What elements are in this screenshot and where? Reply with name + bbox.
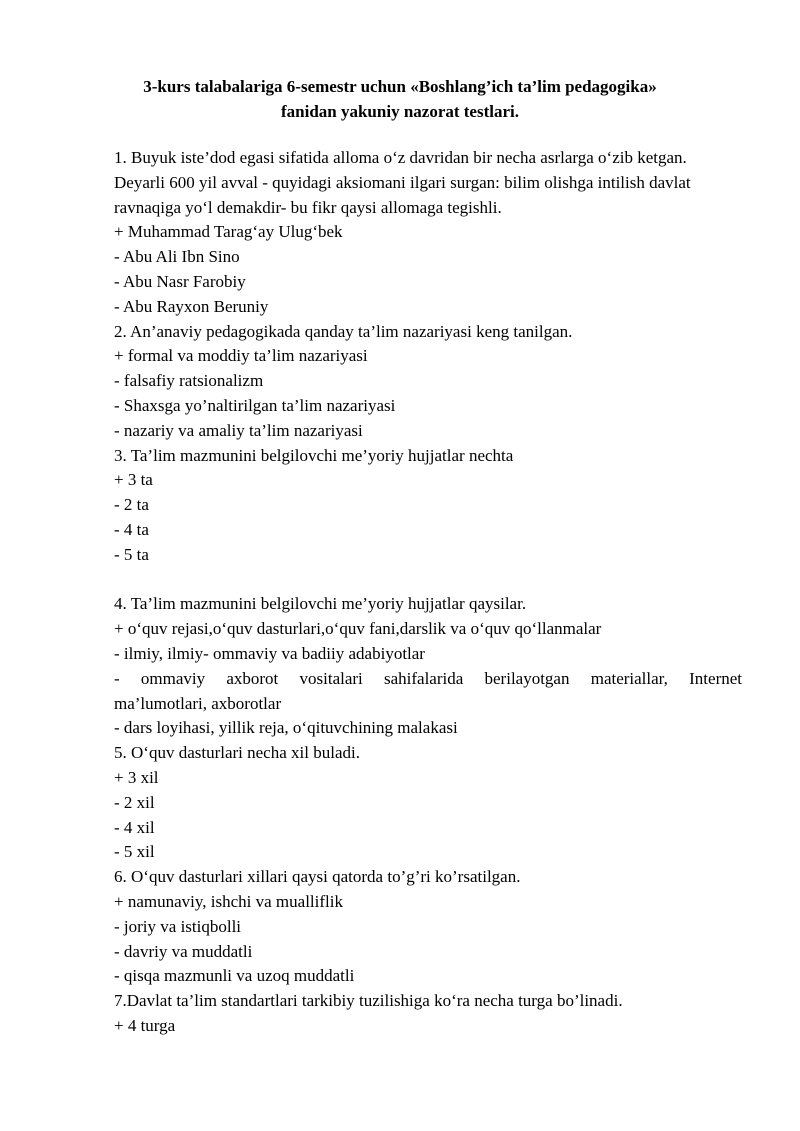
answer-line: - ommaviy axborot vositalari sahifalarida berilayotgan materiallar, Internet (114, 668, 742, 688)
answer-line-continued: ma’lumotlari, axborotlar (114, 693, 282, 713)
document-title (0, 74, 800, 124)
question-6-text: 6. O‘quv dasturlari xillari qaysi qatorda to’g’ri ko’rsatilgan. (114, 867, 521, 887)
answer-line: - Shaxsga yo’naltirilgan ta’lim nazariyasi (114, 395, 396, 415)
question-4-text: 4. Ta’lim mazmunini belgilovchi me’yoriy hujjatlar qaysilar. (114, 594, 527, 614)
answer-line-correct: + Muhammad Tarag‘ay Ulug‘bek (114, 222, 343, 242)
question-1-text-line-3: ravnaqiga yo‘l demakdir- bu fikr qaysi allomaga tegishli. (114, 197, 502, 217)
answer-line: - 2 ta (114, 495, 149, 515)
answer-line-correct: + 3 ta (114, 470, 153, 490)
answer-line-correct: + namunaviy, ishchi va mualliflik (114, 891, 343, 911)
answer-line-correct: + 4 turga (114, 1015, 176, 1035)
answer-line: - Abu Ali Ibn Sino (114, 247, 240, 267)
answer-line: - 2 xil (114, 792, 155, 812)
answer-line-correct: + formal va moddiy ta’lim nazariyasi (114, 346, 368, 366)
answer-line: - nazariy va amaliy ta’lim nazariyasi (114, 420, 363, 440)
question-1-text-line-2: Deyarli 600 yil avval - quyidagi aksiomani ilgari surgan: bilim olishga intilish davlat (114, 172, 691, 192)
answer-line-correct: + 3 xil (114, 767, 159, 787)
question-3-text: 3. Ta’lim mazmunini belgilovchi me’yoriy hujjatlar nechta (114, 445, 514, 465)
answer-line: - 4 ta (114, 519, 149, 539)
question-5-text: 5. O‘quv dasturlari necha xil buladi. (114, 743, 360, 763)
answer-line: - davriy va muddatli (114, 941, 253, 961)
answer-line: - joriy va istiqbolli (114, 916, 242, 936)
answer-line: - Abu Rayxon Beruniy (114, 296, 269, 316)
blank-line (114, 568, 742, 593)
title-line-1: 3-kurs talabalariga 6-semestr uchun «Boshlang’ich ta’lim pedagogika» (143, 77, 657, 96)
answer-line: - 4 xil (114, 817, 155, 837)
answer-line: - Abu Nasr Farobiy (114, 271, 246, 291)
question-2-text: 2. An’anaviy pedagogikada qanday ta’lim nazariyasi keng tanilgan. (114, 321, 573, 341)
answer-line: - 5 xil (114, 842, 155, 862)
answer-line: - qisqa mazmunli va uzoq muddatli (114, 966, 355, 986)
question-7-text: 7.Davlat ta’lim standartlari tarkibiy tuzilishiga ko‘ra necha turga bo’linadi. (114, 991, 623, 1011)
question-1-text-line-1: 1. Buyuk iste’dod egasi sifatida alloma o‘z davridan bir necha asrlarga o‘zib ketgan. (114, 148, 687, 167)
answer-line: - 5 ta (114, 544, 149, 564)
answer-line: - ilmiy, ilmiy- ommaviy va badiiy adabiyotlar (114, 643, 425, 663)
title-line-2: fanidan yakuniy nazorat testlari. (280, 102, 520, 121)
answer-line: - falsafiy ratsionalizm (114, 371, 264, 391)
test-questions-body (114, 146, 742, 1039)
answer-line-correct: + o‘quv rejasi,o‘quv dasturlari,o‘quv fani,darslik va o‘quv qo‘llanmalar (114, 619, 602, 639)
answer-line: - dars loyihasi, yillik reja, o‘qituvchining malakasi (114, 718, 458, 738)
